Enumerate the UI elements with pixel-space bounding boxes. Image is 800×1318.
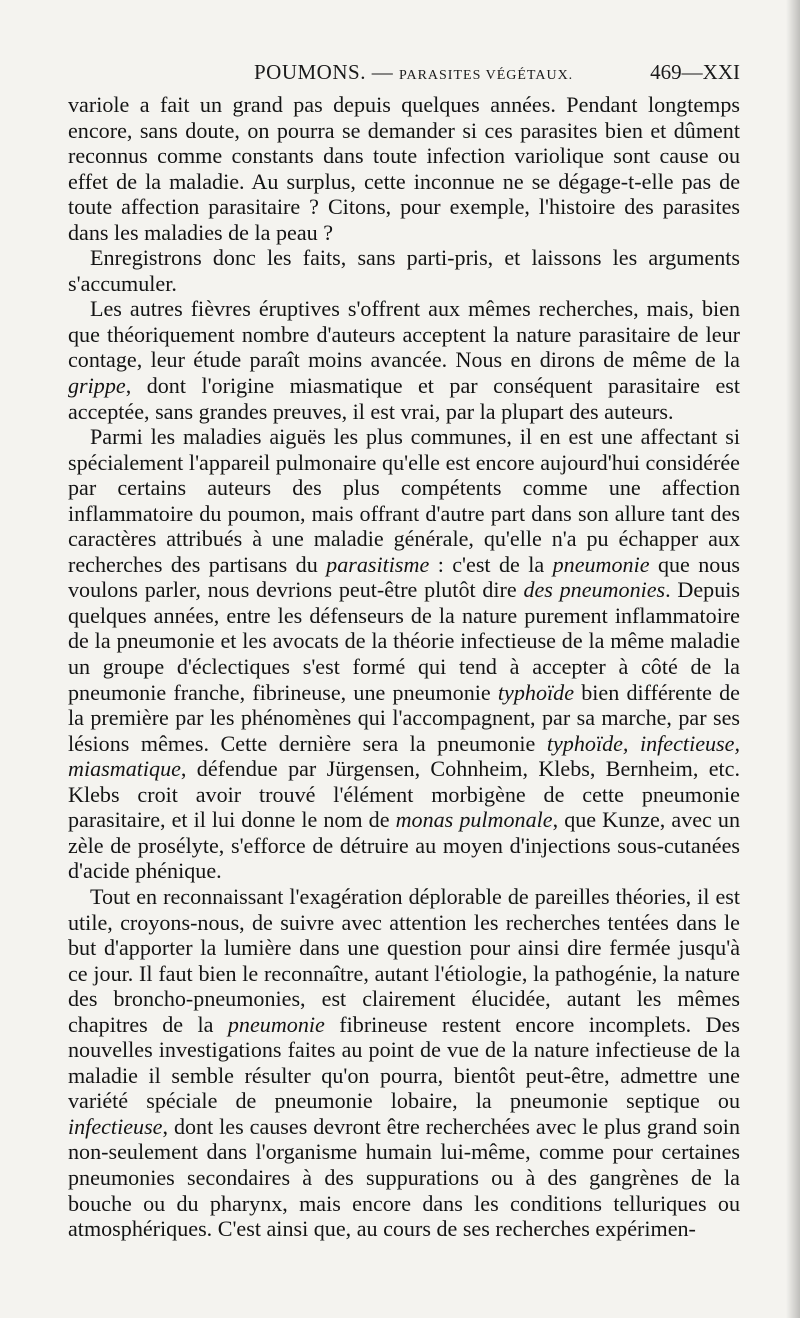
text-run: , dont l'origine miasmatique et par conséquent parasitaire est acceptée, sans grandes preuves, il est vrai, par la plupart des auteurs. bbox=[68, 373, 740, 424]
paragraph bbox=[68, 424, 740, 884]
text-run: que nous voulons parler, nous devrions peut-être plutôt dire bbox=[68, 551, 740, 603]
text-run: Enregistrons donc les faits, sans parti-pris, et laissons les arguments s'accumuler. bbox=[68, 245, 740, 296]
page-number: 469—XXI bbox=[650, 60, 740, 84]
italic-text: pneumonie bbox=[227, 1011, 325, 1037]
body-text bbox=[68, 92, 740, 1242]
running-title-sub: PARASITES VÉGÉTAUX. bbox=[398, 68, 574, 83]
text-run: , défendue par Jürgensen, Cohnheim, Klebs, Bernheim, etc. Klebs croit avoir trouvé l'élément morbigène de cette pneumonie parasitaire, et il lui donne le nom de bbox=[68, 756, 740, 833]
running-head bbox=[68, 60, 740, 90]
paragraph bbox=[68, 884, 740, 1242]
paragraph bbox=[68, 245, 740, 296]
italic-text: grippe bbox=[68, 373, 126, 399]
running-title-main: POUMONS. bbox=[254, 60, 366, 84]
text-run: , que Kunze, avec un zèle de prosélyte, s'efforce de détruire au moyen d'injections sous-cutanées d'acide phénique. bbox=[68, 807, 740, 884]
paragraph bbox=[68, 92, 740, 245]
running-title bbox=[254, 60, 573, 85]
text-run: bien différente de la première par les phénomènes qui l'accompagnent, par sa marche, par ses lésions mêmes. Cette dernière sera la pneumonie bbox=[68, 679, 740, 756]
italic-text: parasitisme bbox=[326, 551, 430, 577]
italic-text: infectieuse bbox=[68, 1113, 163, 1139]
text-run: variole a fait un grand pas depuis quelques années. Pendant longtemps encore, sans doute, on pourra se demander si ces parasites bien et dûment reconnus comme constants dans toute infection variolique sont cause ou effet de la maladie. Au surplus, cette inconnue ne se dégage-t-elle pas de toute affection parasitaire ? Citons, pour exemple, l'histoire des parasites dans les maladies de la peau ? bbox=[68, 92, 740, 245]
text-run: Parmi les maladies aiguës les plus communes, il en est une affectant si spécialement l'appareil pulmonaire qu'elle est encore aujourd'hui considérée par certains auteurs des plus compétents comme une affection inflammatoire du poumon, mais offrant d'autre part dans son allure tant des caractères attribués à une maladie générale, qu'elle n'a pu échapper aux recherches des partisans du bbox=[68, 424, 740, 577]
text-run: : c'est de la bbox=[429, 551, 553, 577]
paragraph bbox=[68, 296, 740, 424]
running-title-dash: — bbox=[365, 60, 399, 84]
text-run: Tout en reconnaissant l'exagération déplorable de pareilles théories, il est utile, croyons-nous, de suivre avec attention les recherches tentées dans le but d'apporter la lumière dans une question pour ainsi dire fermée jusqu'à ce jour. Il faut bien le reconnaître, autant l'étiologie, la pathogénie, la nature des broncho-pneumonies, est clairement élucidée, autant les mêmes chapitres de la bbox=[68, 883, 740, 1037]
text-run: , dont les causes devront être recherchées avec le plus grand soin non-seulement dans l'organisme humain lui-même, comme pour certaines pneumonies secondaires à des suppurations ou à des gangrènes de la bouche ou du pharynx, mais encore dans les conditions telluriques ou atmosphériques. C'est ainsi que, au cours de ses recherches expérimen- bbox=[68, 1113, 740, 1242]
italic-text: pneumonie bbox=[552, 551, 650, 577]
text-run: Les autres fièvres éruptives s'offrent aux mêmes recherches, mais, bien que théoriquement nombre d'auteurs acceptent la nature parasitaire de leur contage, leur étude paraît moins avancée. Nous en dirons de même de la bbox=[68, 296, 740, 373]
italic-text: monas pulmonale bbox=[395, 807, 553, 833]
text-run: fibrineuse restent encore incomplets. Des nouvelles investigations faites au point de vue de la nature infectieuse de la maladie il semble résulter qu'on pourra, bientôt peut-être, admettre une variété spéciale de pneumonie lobaire, la pneumonie septique ou bbox=[68, 1011, 740, 1114]
text-run: . Depuis quelques années, entre les défenseurs de la nature purement inflammatoire de la pneumonie et les avocats de la théorie infectieuse de la même maladie un groupe d'éclectiques s'est formé qui tend à accepter à côté de la pneumonie franche, fibrineuse, une pneumonie bbox=[68, 577, 740, 705]
page-edge-shadow bbox=[786, 0, 800, 1318]
italic-text: des pneumonies bbox=[523, 577, 666, 603]
italic-text: typhoïde bbox=[497, 679, 574, 705]
italic-text: typhoïde, infectieuse, miasmatique bbox=[68, 730, 740, 782]
